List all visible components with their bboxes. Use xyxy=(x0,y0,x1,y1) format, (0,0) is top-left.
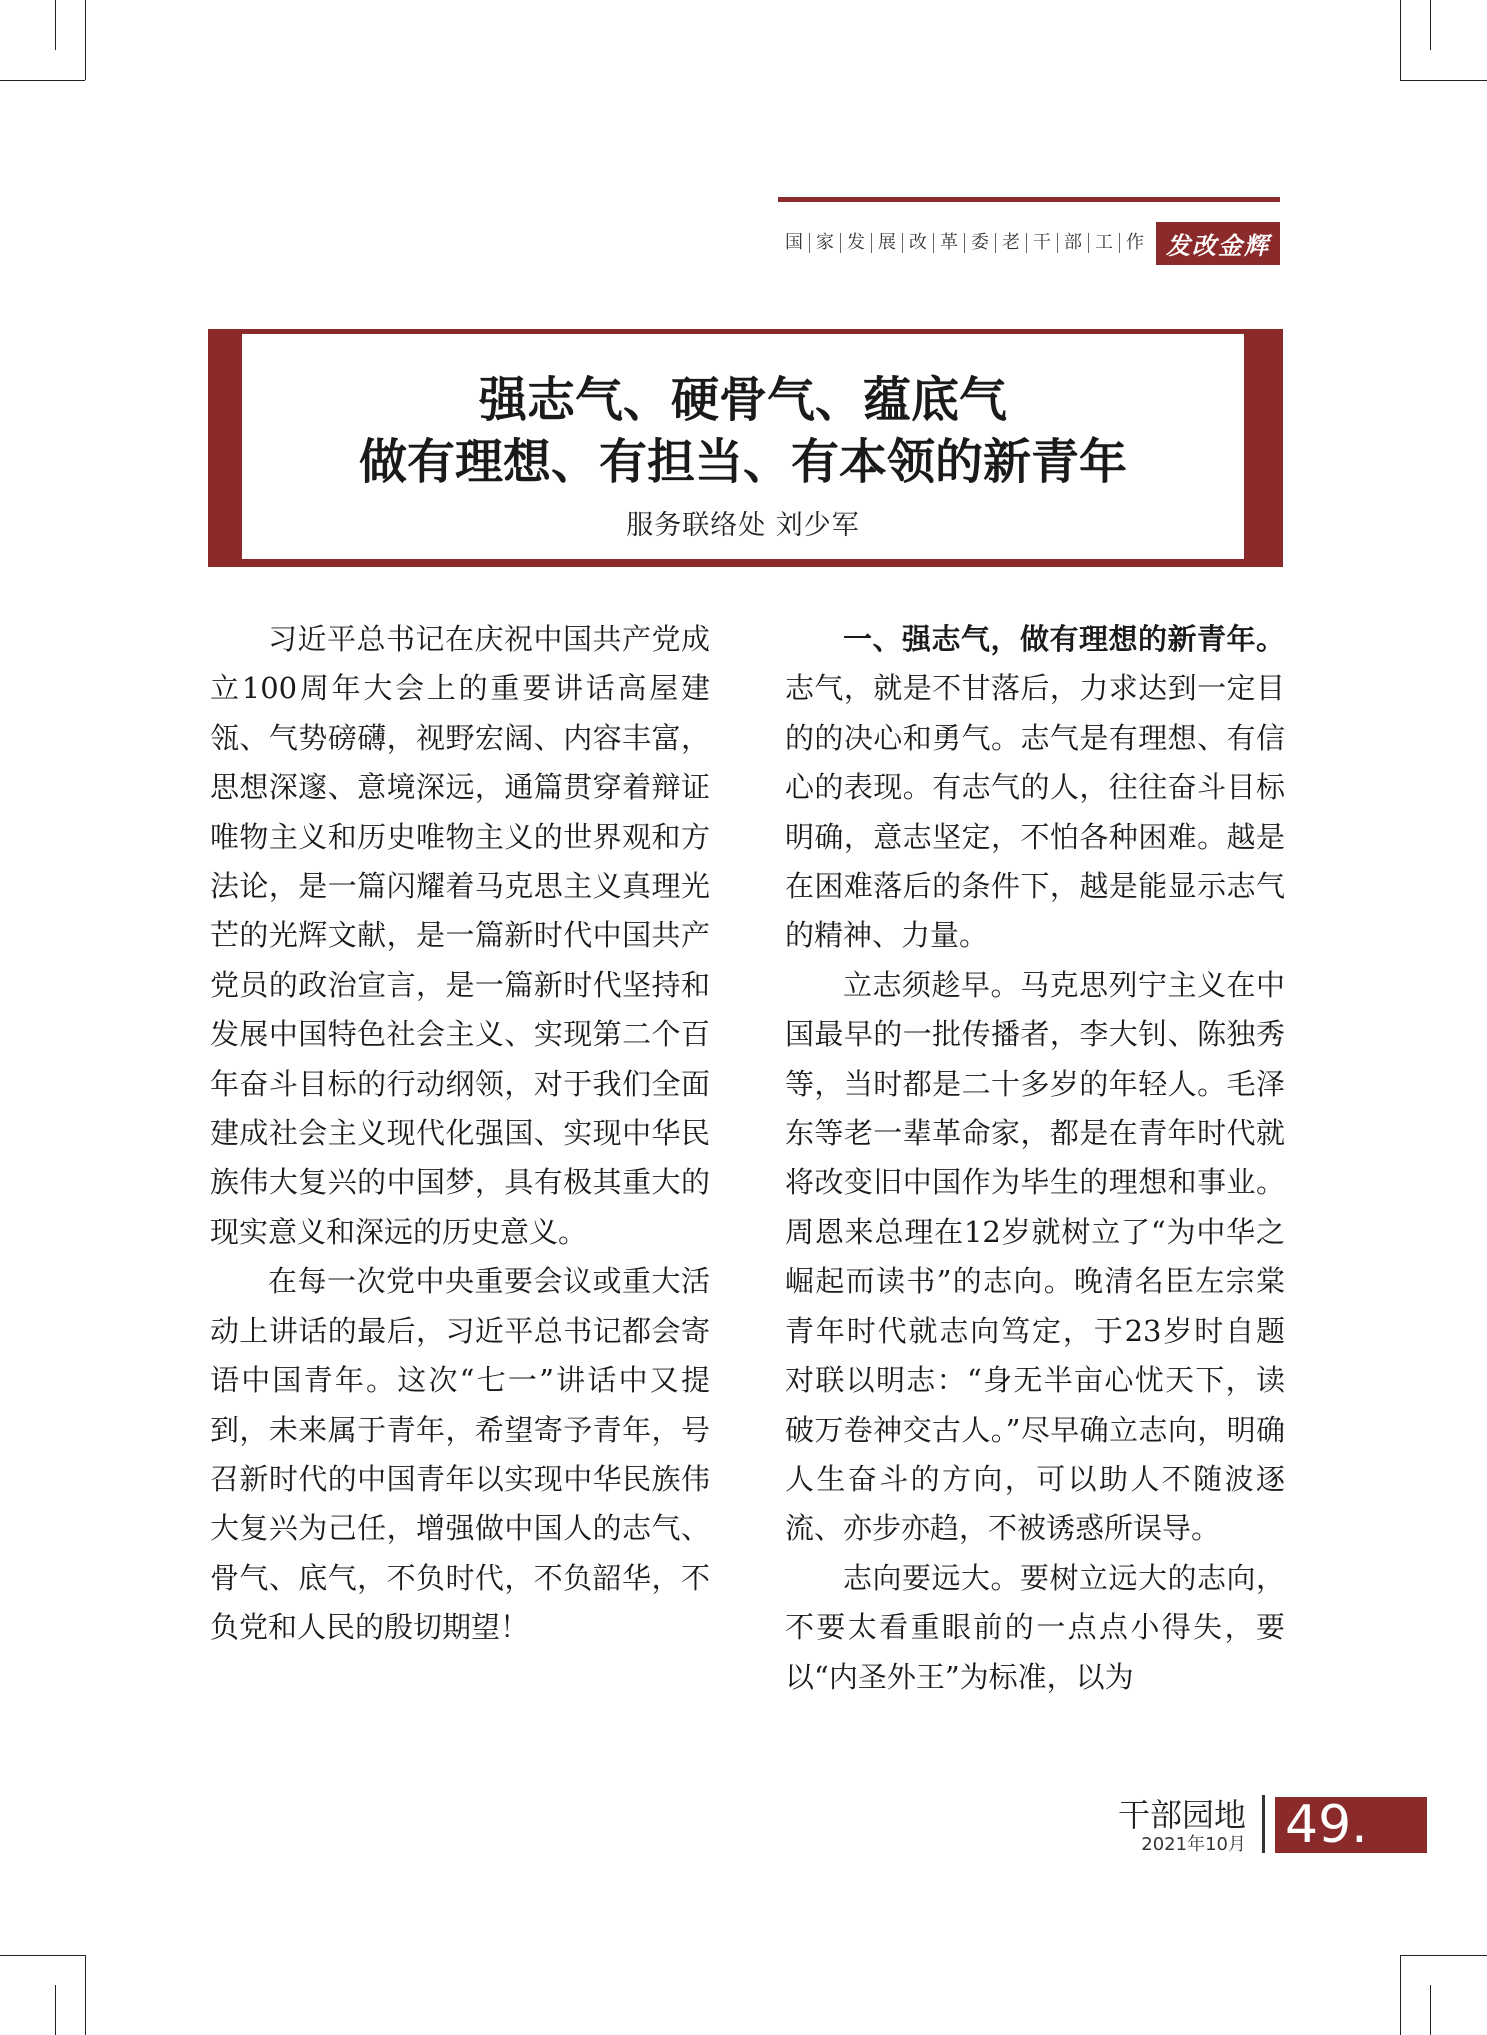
crop-mark xyxy=(1400,1955,1487,1956)
article-byline: 服务联络处 刘少军 xyxy=(626,510,860,541)
crop-mark xyxy=(1400,0,1401,80)
title-box xyxy=(208,329,1283,567)
org-char: 干 xyxy=(1027,233,1058,253)
org-char: 作 xyxy=(1126,232,1144,253)
right-column xyxy=(785,615,1285,1702)
crop-mark xyxy=(1430,0,1431,50)
body-paragraph: 在每一次党中央重要会议或重大活动上讲话的最后，习近平总书记都会寄语中国青年。这次“七一”讲话中又提到，未来属于青年，希望寄予青年，号召新时代的中国青年以实现中华民族伟大复兴为己任，增强做中国人的志气、骨气、底气，不负时代，不负韶华，不负党和人民的殷切期望！ xyxy=(210,1264,710,1645)
crop-mark xyxy=(0,80,85,81)
crop-mark xyxy=(55,1985,56,2035)
crop-mark xyxy=(1400,80,1487,81)
left-column xyxy=(210,615,710,1653)
crop-mark xyxy=(85,0,86,80)
footer-divider xyxy=(1262,1795,1265,1853)
header-rule xyxy=(778,197,1280,202)
org-char: 革 xyxy=(934,233,965,253)
magazine-name: 干部园地 xyxy=(1117,1796,1246,1834)
body-paragraph: 立志须趁早。马克思列宁主义在中国最早的一批传播者，李大钊、陈独秀等，当时都是二十多岁的年轻人。毛泽东等老一辈革命家，都是在青年时代就将改变旧中国作为毕生的理想和事业。周恩来总理在12岁就树立了“为中华之崛起而读书”的志向。晚清名臣左宗棠青年时代就志向笃定，于23岁时自题对联以明志：“身无半亩心忧天下，读破万卷神交古人。”尽早确立志向，明确人生奋斗的方向，可以助人不随波逐流、亦步亦趋，不被诱惑所误导。 xyxy=(785,967,1285,1546)
org-char: 工 xyxy=(1089,233,1120,253)
organization-name xyxy=(779,233,1144,253)
org-char: 老 xyxy=(996,233,1027,253)
org-char: 国 xyxy=(779,233,810,253)
org-char: 展 xyxy=(872,233,903,253)
org-char: 委 xyxy=(965,233,996,253)
org-char: 发 xyxy=(841,233,872,253)
article-title-line-2: 做有理想、有担当、有本领的新青年 xyxy=(358,434,1127,490)
paragraph-text: 志气，就是不甘落后，力求达到一定目的的决心和勇气。志气是有理想、有信心的表现。有志气的人，往往奋斗目标明确，意志坚定，不怕各种困难。越是在困难落后的条件下，越是能显示志气的精神、力量。 xyxy=(785,671,1285,953)
section-heading: 一、强志气，做有理想的新青年。 xyxy=(843,622,1285,656)
org-char: 改 xyxy=(903,233,934,253)
crop-mark xyxy=(55,0,56,50)
article-title-line-1: 强志气、硬骨气、蕴底气 xyxy=(478,372,1007,428)
page-number: 49. xyxy=(1275,1797,1427,1853)
crop-mark xyxy=(0,1955,85,1956)
org-char: 家 xyxy=(810,233,841,253)
crop-mark xyxy=(1430,1985,1431,2035)
body-paragraph: 志向要远大。要树立远大的志向，不要太看重眼前的一点点小得失，要以“内圣外王”为标准，以为 xyxy=(785,1560,1285,1694)
running-header xyxy=(700,225,1280,261)
section-badge: 发改金辉 xyxy=(1156,222,1280,265)
title-panel xyxy=(242,334,1244,559)
body-paragraph xyxy=(785,615,1285,961)
issue-date: 2021年10月 xyxy=(1141,1834,1246,1855)
crop-mark xyxy=(85,1955,86,2035)
crop-mark xyxy=(1400,1955,1401,2035)
body-paragraph: 习近平总书记在庆祝中国共产党成立100周年大会上的重要讲话高屋建瓴、气势磅礴，视野宏阔、内容丰富，思想深邃、意境深远，通篇贯穿着辩证唯物主义和历史唯物主义的世界观和方法论，是一篇闪耀着马克思主义真理光芒的光辉文献，是一篇新时代中国共产党员的政治宣言，是一篇新时代坚持和发展中国特色社会主义、实现第二个百年奋斗目标的行动纲领，对于我们全面建成社会主义现代化强国、实现中华民族伟大复兴的中国梦，具有极其重大的现实意义和深远的历史意义。 xyxy=(210,622,710,1249)
org-char: 部 xyxy=(1058,233,1089,253)
